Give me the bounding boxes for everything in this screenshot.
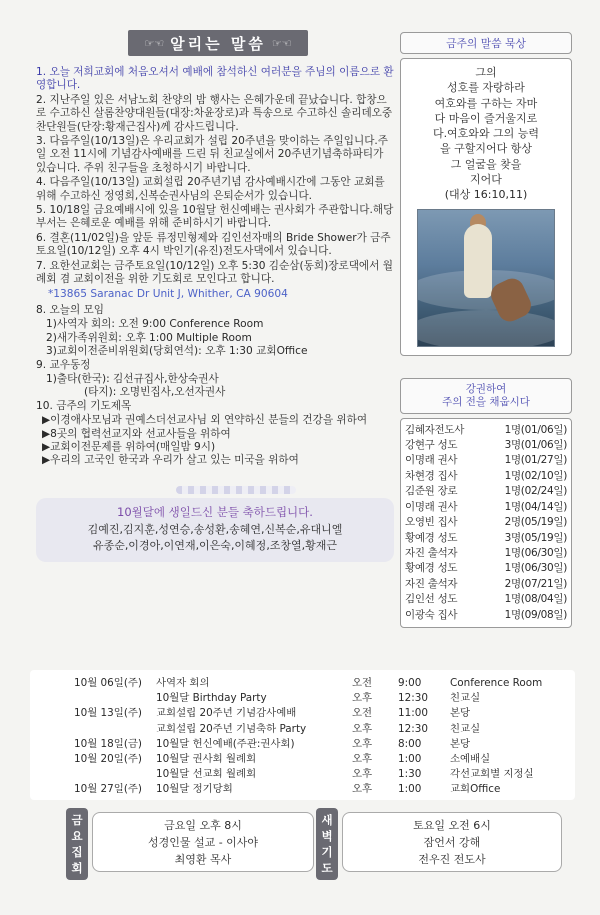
schedule-place: 친교실 [450,692,481,705]
schedule-place: 친교실 [450,722,481,735]
donation-row [403,484,569,499]
schedule-ampm: 오전 [352,707,373,720]
schedule-ampm: 오후 [352,737,373,750]
monthly-schedule [30,670,575,800]
schedule-event: 10월달 선교회 월례회 [156,768,257,781]
schedule-place: 본당 [450,737,471,750]
donor-count: 1명(04/14일) [504,500,567,513]
schedule-row [30,737,575,752]
schedule-ampm: 오후 [352,692,373,705]
schedule-row [30,676,575,691]
donor-count: 2명(07/21일) [504,577,567,590]
prayer-item: ▶이경애사모님과 권예스더선교사님 외 연약하신 분들의 건강을 위하여 [42,414,368,427]
schedule-event: 교회설립 20주년 기념축하 Party [156,722,307,735]
prayer-item: ▶우리의 고국인 한국과 우리가 살고 있는 미국을 위하여 [42,454,299,467]
donor-name: 자진 출석자 [405,546,458,559]
donation-title-line: 주의 전을 채웁시다 [442,395,530,408]
friday-time: 금요일 오후 8시 [164,818,242,832]
donation-row [403,515,569,530]
schedule-date: 10월 18일(금) [74,737,142,750]
label-char: 요 [71,829,83,843]
schedule-event: 사역자 회의 [156,677,210,689]
visit-item: (타지): 오명빈집사,오선자권사 [84,386,226,399]
donor-count: 1명(01/06일) [504,423,567,436]
schedule-event: 10월달 헌신예배(주관:권사회) [156,737,295,750]
friday-speaker: 최영환 목사 [174,852,232,866]
birthday-names: 유종순,이경아,이연재,이은숙,이혜정,조창열,황재근 [92,538,338,552]
donor-name: 이명래 권사 [405,500,458,513]
notice-item: 6. 결혼(11/02일)을 앞둔 류정민형제와 김인선자매의 Bride Shower가 금주토요일(10/12일) 오후 4시 박인기(유진)전도사댁에서 있습니다. [36,231,391,258]
schedule-place: 교회Office [450,783,501,796]
schedule-date [30,691,156,706]
label-char: 새 [321,813,333,827]
label-char: 집 [71,845,83,859]
schedule-time: 1:30 [398,768,422,781]
address-line: *13865 Saranac Dr Unit J, Whither, CA 90604 [48,287,288,300]
schedule-date: 10월 06일(주) [74,677,142,689]
donation-row [403,469,569,484]
dawn-sermon: 잠언서 강해 [423,835,481,849]
dawn-label [316,808,338,880]
verse-box [400,58,572,356]
donation-list [400,418,572,628]
donor-name: 황예경 성도 [405,562,458,575]
donor-count: 3명(05/19일) [504,531,567,544]
donor-name: 이광숙 집사 [405,608,458,621]
schedule-event: 10월달 권사회 월례회 [156,753,257,766]
verse-line: 다.여호와와 그의 능력 [432,127,540,141]
schedule-row [30,752,575,767]
schedule-date: 10월 20일(주) [74,753,142,766]
schedule-date [30,767,156,782]
donor-name: 김인선 성도 [405,593,458,606]
meetings-title: 8. 오늘의 모임 [36,303,105,316]
notice-item: 2. 지난주일 있은 서남노회 찬양의 밤 행사는 은혜가운데 끝났습니다. 합창으로 수고하신 살롬찬양대원들(대장:차윤장로)과 특송으로 수고하신 솔리데오중찬단원들(단장:황재근집사)께 감사드립니다. [36,93,393,133]
verse-line: 그 얼굴을 찾을 [450,157,522,171]
donation-row [403,592,569,607]
schedule-date: 10월 27일(주) [74,783,142,796]
schedule-ampm: 오후 [352,783,373,796]
verse-line: 여호와를 구하는 자마 [434,96,538,110]
label-char: 기 [321,845,333,859]
announcements-title: 알리는 말씀 [170,34,266,53]
notice-item: 5. 10/18일 금요예배시에 있을 10월달 헌신예배는 권사회가 주관합니다.해당부서는 은혜로운 예배를 위해 준비하시기 바랍니다. [36,204,394,230]
dawn-time: 토요일 오전 6시 [413,818,491,832]
donor-count: 1명(01/27일) [504,454,567,467]
verse-line: 을 구할지어다 항상 [439,142,532,156]
birthday-names: 김예진,김지훈,성연승,송성환,송혜연,신복순,유대니엘 [87,522,343,536]
schedule-place: 소예배실 [450,753,491,766]
pointing-hand-icon: ☞☜ [144,36,165,50]
verse-reference: (대상 16:10,11) [444,188,528,202]
schedule-date [30,722,156,737]
friday-label [66,808,88,880]
verse-line: 그의 [475,66,497,79]
schedule-row [30,722,575,737]
birthday-box [36,498,394,562]
donation-row [403,546,569,561]
donor-count: 2명(05/19일) [504,516,567,529]
schedule-ampm: 오전 [352,677,373,689]
donor-count: 1명(02/10일) [504,469,567,482]
notice-item: 3. 다음주일(10/13일)은 우리교회가 설립 20주년을 맞이하는 주일입니다.주일 오전 11시에 기념감사예배를 드린 뒤 친교실에서 20주년기념축하파티가 있습니다. 주위 친구들을 초청하시기 바랍니다. [36,135,389,174]
donor-name: 황예경 성도 [405,531,458,544]
cake-decoration [176,486,296,494]
schedule-time: 9:00 [398,677,422,689]
schedule-event: 교회설립 20주년 기념감사예배 [156,707,297,720]
verse-line: 다 마음이 즐거울지로 [434,111,538,125]
schedule-row [30,691,575,706]
verse-box-title: 금주의 말씀 묵상 [400,32,572,54]
schedule-time: 11:00 [398,707,428,720]
verse-line: 성호를 자랑하라 [447,81,525,95]
notice-item: 4. 다음주일(10/13일) 교회설립 20주년기념 감사예배시간에 그동안 교회를 위해 수고하신 정영희,신복순권사님의 은퇴순서가 있습니다. [36,176,385,202]
meeting-item: 3)교회이전준비위원회(당회연석): 오후 1:30 교회Office [46,345,308,358]
schedule-event: 10월달 Birthday Party [156,692,267,705]
schedule-place: Conference Room [450,677,543,689]
schedule-time: 12:30 [398,722,428,735]
donation-title-line: 강권하여 [465,382,507,395]
notice-item: 7. 요한선교회는 금주토요일(10/12일) 오후 5:30 김순삼(동희)장로댁에서 월례회 겸 교회이전을 위한 기도회로 모인다고 합니다. [36,259,393,286]
pointing-hand-icon: ☞☜ [271,36,292,50]
label-char: 회 [71,861,83,875]
donor-count: 1명(06/30일) [504,562,567,575]
donor-name: 강현구 성도 [405,439,458,452]
dawn-prayer-box [342,812,562,872]
notice-list [36,66,394,468]
donor-name: 차현경 집사 [405,469,458,482]
meeting-item: 2)새가족위원회: 오후 1:00 Multiple Room [46,331,252,344]
sidebar-column [400,32,572,628]
visits-title: 9. 교우동정 [36,358,91,371]
schedule-ampm: 오후 [352,753,373,766]
prayer-item: ▶8곳의 협력선교지와 선교사들을 위하여 [42,427,231,440]
schedule-event: 10월달 정기당회 [156,783,233,796]
donation-row [403,608,569,623]
donation-row [403,577,569,592]
schedule-row [30,706,575,721]
schedule-ampm: 오후 [352,722,373,735]
verse-line: 지어다 [470,173,502,187]
donation-row [403,438,569,453]
donor-count: 1명(09/08일) [504,608,567,621]
donation-row [403,531,569,546]
donor-name: 이명래 권사 [405,454,458,467]
donor-name: 김준원 장로 [405,485,458,498]
dawn-speaker: 전우진 전도사 [418,852,486,866]
label-char: 도 [321,861,333,875]
label-char: 벽 [321,829,333,843]
schedule-time: 12:30 [398,692,428,705]
schedule-date: 10월 13일(주) [74,707,142,720]
donor-count: 1명(02/24일) [504,485,567,498]
visit-item: 1)출타(한국): 김선규집사,한상숙권사 [46,372,219,385]
prayer-title: 10. 금주의 기도제목 [36,399,132,412]
schedule-time: 1:00 [398,783,422,796]
schedule-place: 각선교회별 지정실 [450,768,534,781]
donation-row [403,453,569,468]
donation-row [403,500,569,515]
prayer-item: ▶교회이전문제를 위하여(매일밤 9시) [42,440,216,453]
donation-row [403,423,569,438]
schedule-row [30,767,575,782]
donor-name: 자진 출석자 [405,577,458,590]
schedule-time: 8:00 [398,737,422,750]
schedule-time: 1:00 [398,753,422,766]
donor-name: 김혜자전도사 [405,423,465,436]
schedule-place: 본당 [450,707,471,720]
jesus-rescuing-peter-image [417,209,555,347]
donation-row [403,561,569,576]
announcements-banner [128,30,308,56]
meeting-item: 1)사역자 회의: 오전 9:00 Conference Room [46,318,264,331]
donor-name: 오영빈 집사 [405,516,458,529]
donor-count: 1명(06/30일) [504,546,567,559]
friday-meeting-box [92,812,314,872]
figure-robe [464,224,492,298]
friday-sermon: 성경인물 설교 - 이사야 [147,835,259,849]
donor-count: 3명(01/06일) [504,439,567,452]
wave-shape [417,310,555,347]
schedule-ampm: 오후 [352,768,373,781]
notice-item: 1. 오늘 저희교회에 처음오셔서 예배에 참석하신 여러분을 주님의 이름으로 환영합니다. [36,66,394,92]
announcements-column [36,30,394,562]
schedule-row [30,782,575,797]
birthday-title: 10월달에 생일드신 분들 축하드립니다. [117,504,313,519]
label-char: 금 [71,813,83,827]
donation-box-title [400,378,572,414]
donor-count: 1명(08/04일) [504,593,567,606]
